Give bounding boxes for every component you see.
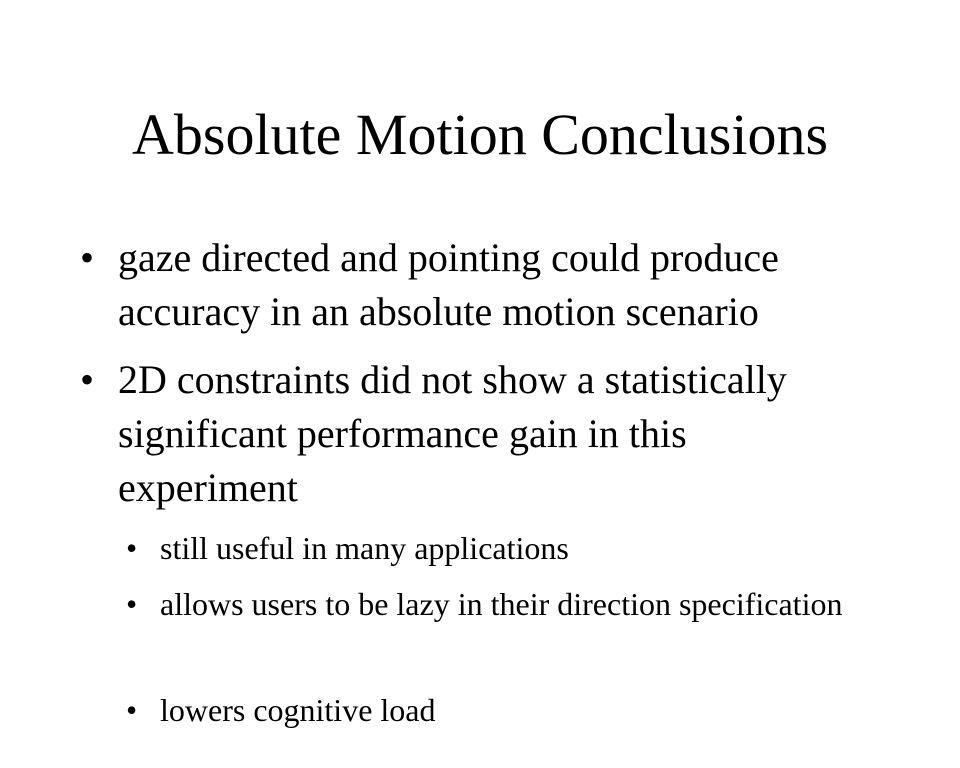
bullet-text: gaze directed and pointing could produce accuracy in an absolute motion scenario (118, 235, 779, 334)
sub-bullet-text: allows users to be lazy in their direction specification (160, 586, 843, 622)
bullet-dot: • (80, 357, 95, 402)
bullet-text: 2D constraints did not show a statistically significant performance gain in this experiment (118, 357, 787, 510)
bullet-item (80, 231, 860, 339)
sub-bullet-dot: • (126, 530, 138, 566)
sub-bullet-dot: • (126, 692, 138, 728)
sub-bullet-dot: • (126, 586, 138, 622)
sub-bullet-item (126, 524, 846, 572)
sub-bullet-item (126, 580, 846, 628)
sub-bullet-text: lowers cognitive load (160, 692, 436, 728)
sub-bullet-text: still useful in many applications (160, 530, 569, 566)
bullet-item (80, 353, 860, 515)
sub-bullet-item (126, 686, 846, 734)
bullet-dot: • (80, 235, 95, 280)
slide-title: Absolute Motion Conclusions (131, 102, 829, 167)
